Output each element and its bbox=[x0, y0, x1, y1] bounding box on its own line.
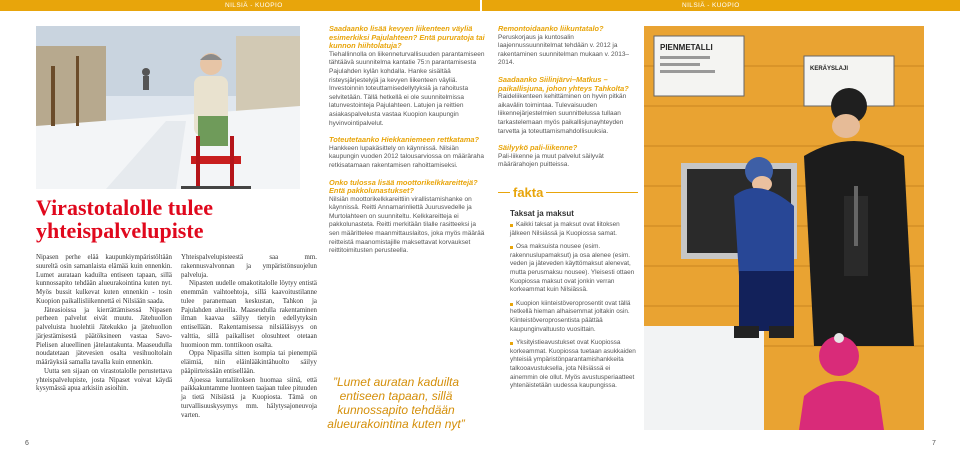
fakta-item: Yksityistieavustukset ovat Kuopiossa korkeammat. Kuopiossa tuetaan asukkaiden yhteisiä ympäristönparantamishankkeita talkooavustuksella, jota Nilsiässä ei ainemmin ole ollut. Myös avustusperiaatteet yhtenäistetään uudessa kaupungissa. bbox=[510, 339, 636, 390]
pull-quote: ”Lumet auratan kaduilta entiseen tapaan, sillä kunnossapito tehdään alueurakointina kuten nyt” bbox=[327, 375, 465, 431]
answer: Tiehallinnolla on liikenneturvallisuuden parantamiseen tähtäävä suunnitelma kantatie 75:n parantamisesta Pajulahden kylän kohdalla. Hanke sisältää risteysjärjestelyjä ja kevyen liikenteen väyliä. Investoinnin toteuttamisedellytyksiä ja rahoitusta selvitetään. Tällä hetkellä ei ole suunnitelmissa latunvestointeja Pajulahteen. Latujen ja reittien asiakaspalvelusta vastaa Kuopion kaupungin hyvinvointipalvelut. bbox=[329, 50, 485, 127]
answer: Pali-liikenne ja muut palvelut säilyvät määrärahojen puitteissa. bbox=[498, 152, 604, 169]
answer: Hankkeen lupakäsittely on käynnissä. Nilsiän kaupungin vuoden 2012 talousarviossa on määräraha retkisatamaan rakentamisen rahoittamiseksi. bbox=[329, 144, 485, 169]
bullet-icon bbox=[510, 224, 513, 227]
article-headline: Virastotalolle tulee yhteispalvelupiste bbox=[36, 195, 213, 243]
photo-kicksled bbox=[36, 26, 300, 189]
question: Saadaanko Siilinjärvi–Matkus –paikallisjuna, johon yhteys Tahkolta? bbox=[498, 74, 629, 93]
qa-column-middle bbox=[329, 25, 487, 256]
bullet-icon bbox=[510, 303, 513, 306]
fakta-box bbox=[498, 185, 638, 396]
page-header-left bbox=[0, 0, 480, 11]
bullet-icon bbox=[510, 246, 513, 249]
page-header-right bbox=[482, 0, 960, 11]
paragraph: Yhteispalvelupisteestä saa mm. rakennusvalvonnan ja ympäristönsuojelun palveluja. bbox=[181, 254, 317, 279]
answer: Peruskorjaus ja kuntosalin laajennussuunnitelmat tehdään v. 2012 ja rakentaminen suunnitelman mukaan v. 2013–2014. bbox=[498, 33, 630, 67]
left-text-col2 bbox=[181, 254, 317, 420]
fakta-item: Osa maksuista nousee (esim. rakennuslupamaksut) ja osa alenee (esim. veden ja jäteveden käyttömaksut alenevat, mutta perusmaksu nousee). Yleisesti ottaen Kuopiossa maksut ovat jonkin verran korkeammat kuin Nilsiässä. bbox=[510, 243, 635, 294]
question: Toteutetaanko Hiekkaniemeen rettkatama? bbox=[329, 135, 480, 145]
question: Onko tulossa lisää moottorikelkkareittejä? Entä pakkolunastukset? bbox=[329, 177, 478, 196]
bullet-icon bbox=[510, 342, 513, 345]
paragraph: Uutta sen sijaan on virastotalolle perustettava yhteispalvelupiste, josta Nipaset voivat käydä kysymässä apua arkisiin asioihin. bbox=[36, 367, 172, 393]
page-number-right: 7 bbox=[932, 440, 936, 447]
question: Säilyykö pali-liikenne? bbox=[498, 143, 578, 153]
fakta-item: Kuopion kiinteistöveroprosentit ovat tällä hetkellä hieman alhaisemmat joltakin osin. Kiinteistöveroprosentista päättää kaupunginvaltuusto vuosittain. bbox=[510, 299, 631, 333]
paragraph: Oppa Nipasilla sitten isompia tai pienempiä eläimiä, niin eläinlääkintähuolto säilyy pääpiirteissään entisellään. bbox=[181, 350, 317, 375]
header-label-right: NILSIÄ - KUOPIO bbox=[682, 2, 740, 9]
fakta-title: fakta bbox=[510, 185, 546, 200]
paragraph: Nipasten uudelle omakotitalolle löytyy entistä enemmän vaihtoehtoja, sillä kaavoitustilanne tulee paranemaan keskustan, Tahkon ja Pajulahden alueilla. Maaseudulla rakentaminen ilman kaavaa säilyy tietyin edellytyksin entisellään. Rakentamisessa nilsiäläisyys on valttia, sillä paikalliset olosuhteet otetaan huomioon mm. tonttikoon osalta. bbox=[181, 280, 317, 349]
sign-text-pienmetalli: PIENMETALLI bbox=[660, 43, 713, 52]
question: Saadaanko lisää kevyen liikenteen väyliä esimerkiksi Pajulahteen? Entä pururatoja tai kunnon hiihtolatuja? bbox=[329, 24, 485, 51]
answer: Nilsiän moottorikelkkareittiin virallistamishanke on käynnissä. Reitti Annamarinliettä Juurusvedelle ja Murtolahteen on suunniteltu. Kelkkareitteja ei pakkolunasteta. Reitti merkitään tilalle rasitteeksi ja sen määrittelee maanmittauslaitos, joka myös määrää reitteistä maanomistajille maksettavat korvaukset reittitoimitusten perusteella. bbox=[329, 195, 485, 255]
fakta-subtitle: Taksat ja maksut bbox=[510, 209, 574, 218]
header-label-left: NILSIÄ - KUOPIO bbox=[225, 2, 283, 9]
paragraph: Nipasen perhe elää kaupunkiympäristöltään suureltä osin samanlaista elämää kuin ennenkin. Lumet aurataan kaduilta entiseen tapaan, sillä kunnossapito tehdään alueurakointina kuten nyt. Myös bussit kulkevat kuten ennenkin - tosin Kuopion paikallisliikennettä ei Nilsiään saada. bbox=[36, 254, 172, 305]
fakta-rule bbox=[498, 185, 638, 205]
answer: Raideliikenteen kehittäminen on hyvin pitkän aikavälin toimintaa. Tulevaisuuden liikennejärjestelmien suunnittelussa tullaan tarkastelemaan myös paikallisjunayhteyden tarvetta ja toteuttamismahdollisuuksia. bbox=[498, 93, 627, 135]
question: Remontoidaanko liikuntatalo? bbox=[498, 24, 604, 33]
left-text-col1 bbox=[36, 254, 172, 394]
page-number-left: 6 bbox=[25, 440, 29, 447]
sign-text-kerayslaji: KERÄYSLAJI bbox=[810, 66, 849, 72]
photo-recycling bbox=[644, 26, 924, 430]
fakta-item: Kaikki taksat ja maksut ovat liitoksen jälkeen Nilsiässä ja Kuopiossa samat. bbox=[510, 221, 620, 237]
qa-column-right bbox=[498, 25, 636, 170]
paragraph: Jäteasioissa ja kierrättämisessä Nipasen perheen palvelut eivät muutu. Jätehuollon palveluista huolehtii Jätekukko ja jätehuollon järjestämisestä päätöksineen vastaa Savo-Pielisen alueellinen jätelautakunta. Maaseudulla noudatetaan jätevesien osalta vesihuoltolain määräyksiä samalla tavalla kuin ennenkin. bbox=[36, 306, 172, 366]
paragraph: Ajoessa kuntaliitoksen huomaa siinä, että paikkakuntamme luonteen taajaan tulee pituuden ja tietä Nilsiästä ja Kuopiosta. Tämä on turvallisuuskysymys mm. hälytysajoneuvoja varten. bbox=[181, 376, 317, 419]
